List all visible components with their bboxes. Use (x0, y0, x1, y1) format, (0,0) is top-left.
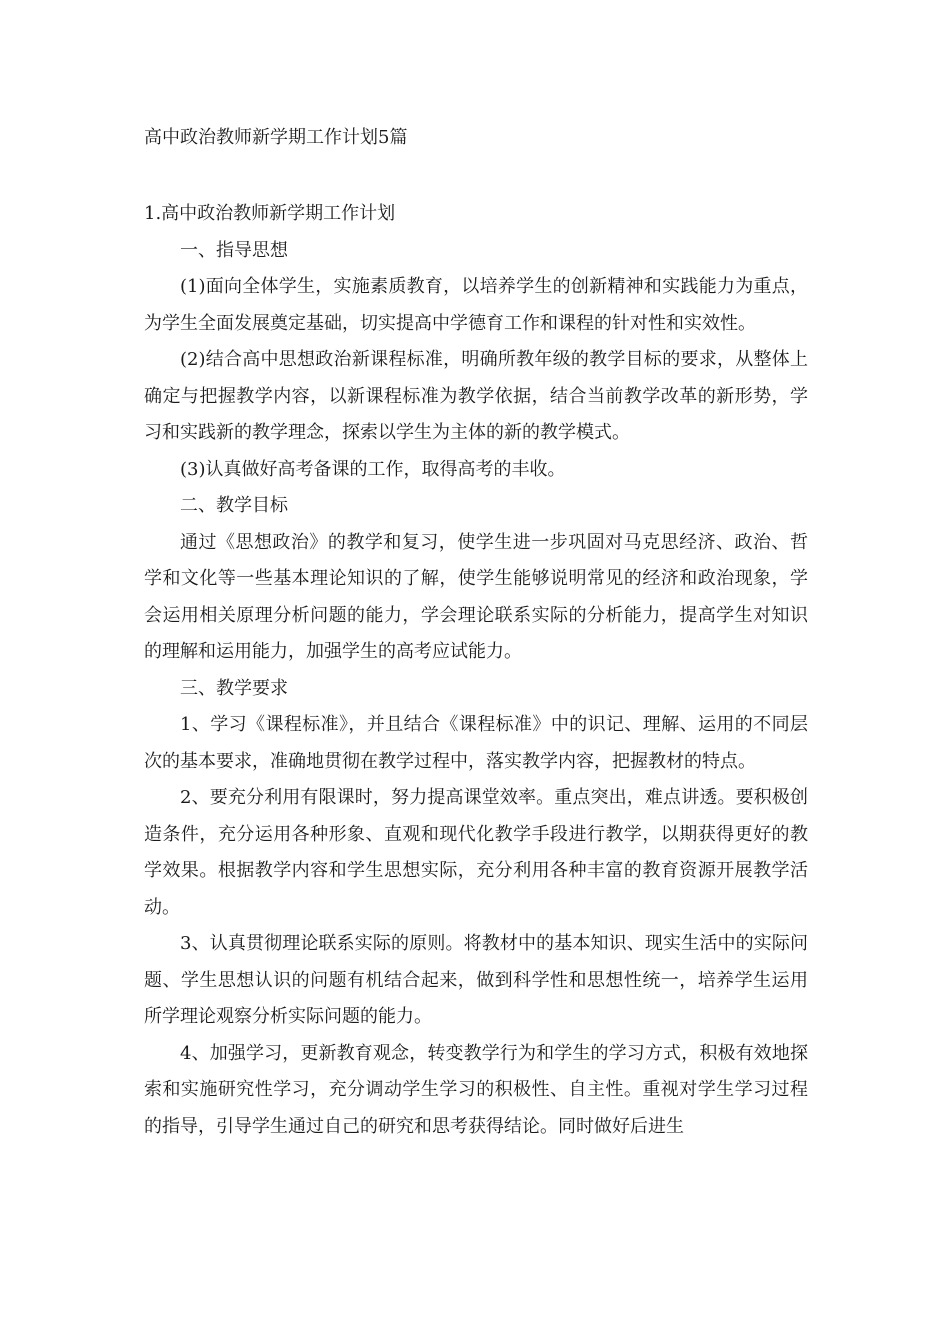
subheading-teaching-requirements: 三、教学要求 (180, 677, 288, 699)
paragraph: (2)结合高中思想政治新课程标准，明确所教年级的教学目标的要求，从整体上确定与把握教学内容，以新课程标准为教学依据，结合当前教学改革的新形势，学习和实践新的教学理念，探索以学生为主体的新的教学模式。 (144, 349, 808, 443)
paragraph: 2、要充分利用有限课时，努力提高课堂效率。重点突出，难点讲透。要积极创造条件，充分运用各种形象、直观和现代化教学手段进行教学，以期获得更好的教学效果。根据教学内容和学生思想实际，充分利用各种丰富的教育资源开展教学活动。 (144, 787, 808, 918)
subheading-teaching-goals: 二、教学目标 (180, 495, 288, 516)
paragraph: 通过《思想政治》的教学和复习，使学生进一步巩固对马克思经济、政治、哲学和文化等一些基本理论知识的了解，使学生能够说明常见的经济和政治现象，学会运用相关原理分析问题的能力，学会理论联系实际的分析能力，提高学生对知识的理解和运用能力，加强学生的高考应试能力。 (144, 531, 808, 662)
paragraph: 4、加强学习，更新教育观念，转变教学行为和学生的学习方式，积极有效地探索和实施研究性学习，充分调动学生学习的积极性、自主性。重视对学生学习过程的指导，引导学生通过自己的研究和思考获得结论。同时做好后进生 (144, 1042, 808, 1137)
document-body (144, 196, 808, 1145)
paragraph: (3)认真做好高考备课的工作，取得高考的丰收。 (180, 458, 566, 480)
document-title: 高中政治教师新学期工作计划5篇 (144, 127, 408, 148)
paragraph: 3、认真贯彻理论联系实际的原则。将教材中的基本知识、现实生活中的实际问题、学生思想认识的问题有机结合起来，做到科学性和思想性统一，培养学生运用所学理论观察分析实际问题的能力。 (144, 933, 808, 1027)
section-heading-main: 1.高中政治教师新学期工作计划 (144, 203, 396, 224)
paragraph: 1、学习《课程标准》，并且结合《课程标准》中的识记、理解、运用的不同层次的基本要求，准确地贯彻在教学过程中，落实教学内容，把握教材的特点。 (144, 714, 808, 772)
paragraph: (1)面向全体学生，实施素质教育，以培养学生的创新精神和实践能力为重点，为学生全面发展奠定基础，切实提高中学德育工作和课程的针对性和实效性。 (144, 276, 808, 334)
subheading-guiding-ideology: 一、指导思想 (180, 239, 288, 261)
